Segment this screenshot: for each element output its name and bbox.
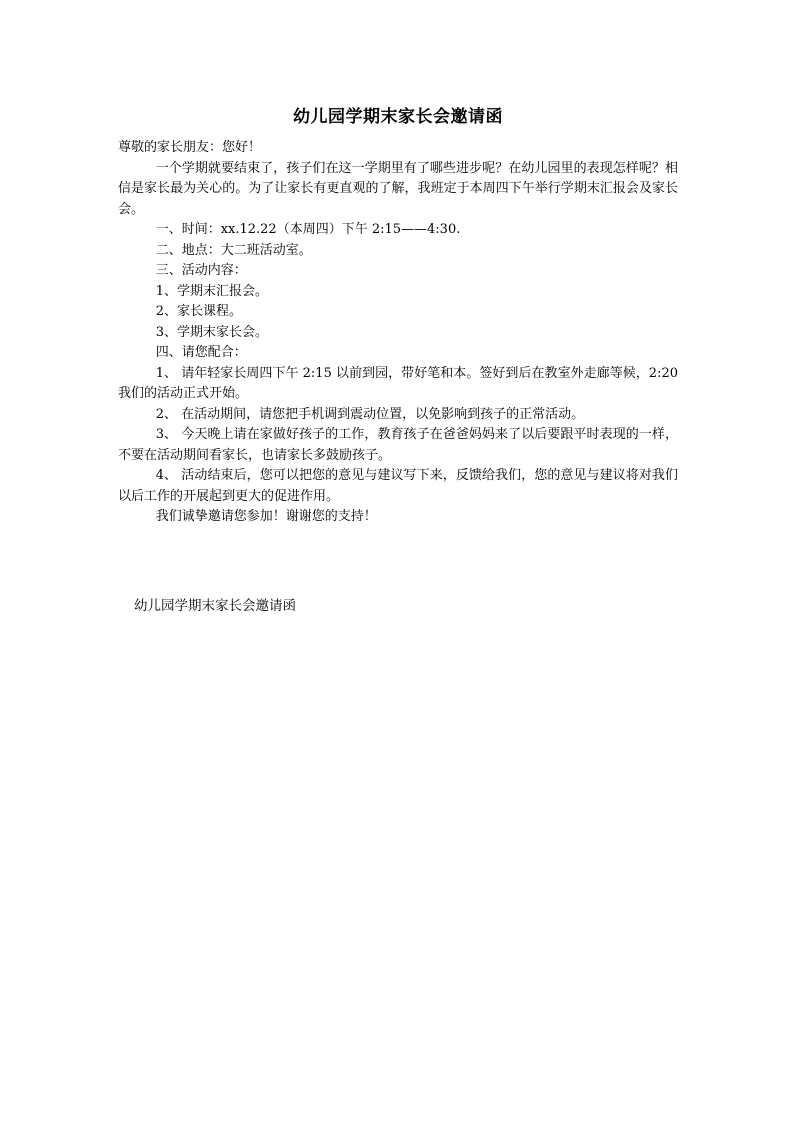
closing-line: 我们诚挚邀请您参加！谢谢您的支持！ [155,509,377,524]
cooperate-item: 2、 在活动期间，请您把手机调到震动位置，以免影响到孩子的正常活动。 [155,406,585,422]
content-item: 1、学期末汇报会。 [155,283,268,299]
intro-paragraph: 一个学期就要结束了，孩子们在这一学期里有了哪些进步呢？在幼儿园里的表现怎样呢？相信是家长最为关心的。为了让家长有更直观的了解，我班定于本周四下午举行学期末汇报会及家长会。 [118,160,678,217]
content-item: 2、家长课程。 [155,304,242,319]
document-body [118,104,678,528]
time-line: 一、时间：xx.12.22（本周四）下午 2:15——4:30. [155,222,461,237]
greeting: 尊敬的家长朋友：您好！ [118,140,262,155]
cooperate-item: 4、 活动结束后，您可以把您的意见与建议写下来，反馈给我们，您的意见与建议将对我们以后工作的开展起到更大的促进作用。 [118,468,678,504]
footer-title: 幼儿园学期末家长会邀请函 [134,598,296,614]
document-title: 幼儿园学期末家长会邀请函 [293,107,503,127]
cooperate-item: 3、 今天晚上请在家做好孩子的工作，教育孩子在爸爸妈妈来了以后要跟平时表现的一样，不要在活动期间看家长，也请家长多鼓励孩子。 [118,427,678,463]
cooperate-heading: 四、请您配合： [155,345,247,360]
content-heading: 三、活动内容： [155,263,247,278]
cooperate-item: 1、 请年轻家长周四下午 2:15 以前到园，带好笔和本。签好到后在教室外走廊等候，2:20 我们的活动正式开始。 [118,365,678,401]
content-item: 3、学期末家长会。 [155,324,268,340]
location-line: 二、地点：大二班活动室。 [155,242,312,258]
